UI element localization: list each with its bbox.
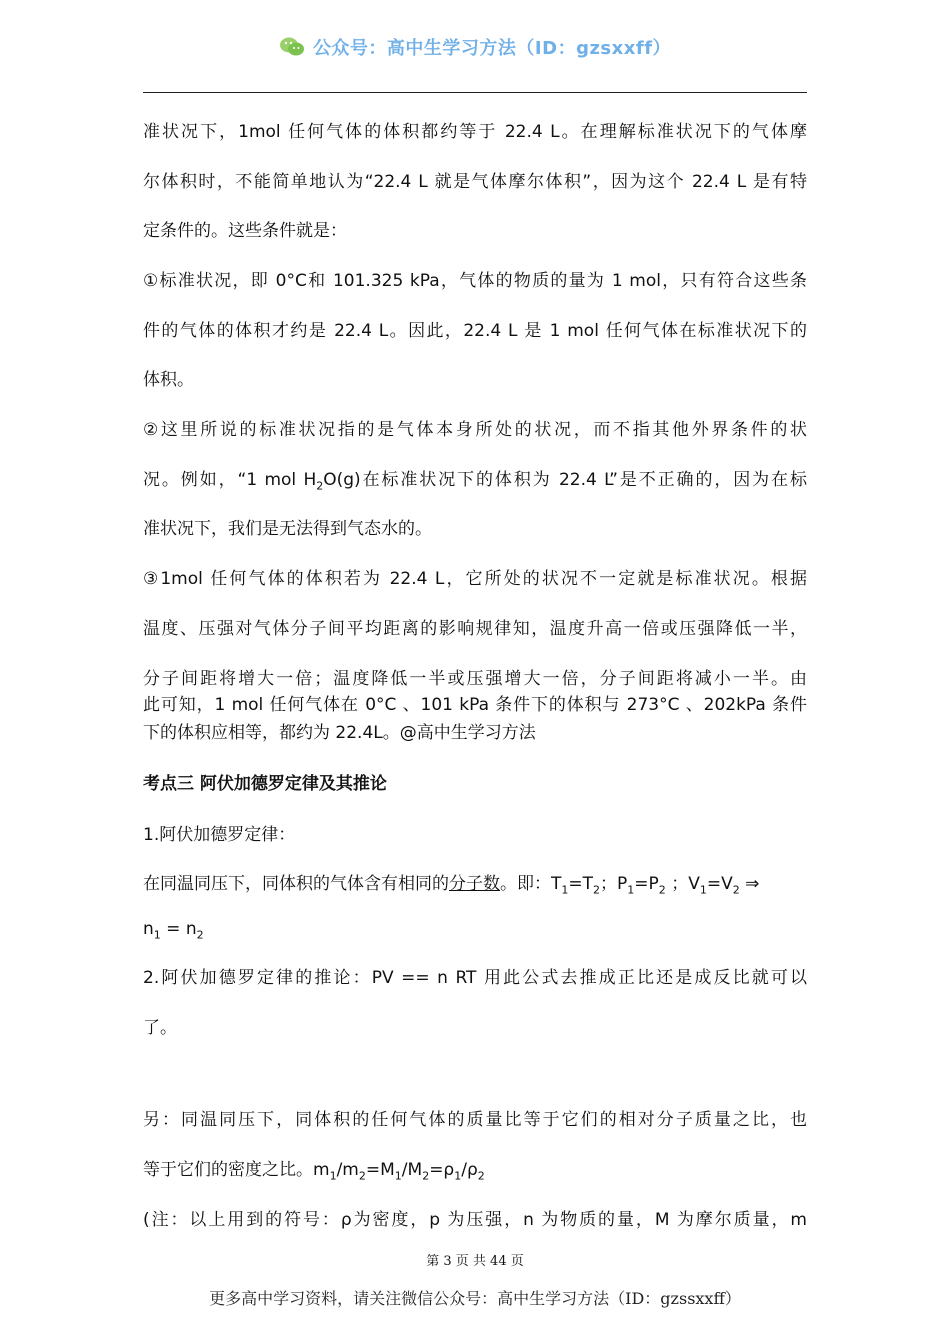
note-line: (注：以上用到的符号：ρ为密度，p 为压强，n 为物质的量，M 为摩尔质量，m	[143, 1210, 807, 1230]
header-title: 公众号：高中生学习方法（ID：gzsxxff）	[312, 38, 672, 59]
body-line-5: 件的气体的体积才约是 22.4 L。因此，22.4 L 是 1 mol 任何气体在标准状况下的	[143, 321, 807, 341]
body-line-12: 分子间距将增大一倍；温度降低一半或压强增大一倍，分子间距将减小一半。由	[143, 669, 807, 689]
body-line-14: 下的体积应相等，都约为 22.4L。@高中生学习方法	[143, 723, 536, 743]
body-line-4: ①标准状况，即 0°C和 101.325 kPa，气体的物质的量为 1 mol，只有符合这些条	[143, 271, 807, 291]
body-line-3: 定条件的。这些条件就是：	[143, 221, 347, 241]
body-line-1: 准状况下，1mol 任何气体的体积都约等于 22.4 L。在理解标准状况下的气体摩	[143, 122, 807, 142]
body-line-11: 温度、压强对气体分子间平均距离的影响规律知，温度升高一倍或压强降低一半，	[143, 619, 807, 639]
molecule-count-underlined: 分子数	[449, 874, 500, 894]
law-heading: 1.阿伏加德罗定律：	[143, 825, 296, 845]
section-title: 考点三 阿伏加德罗定律及其推论	[143, 774, 387, 794]
header-rule	[143, 92, 807, 93]
body-line-2: 尔体积时，不能简单地认为“22.4 L 就是气体摩尔体积”，因为这个 22.4 L 是有特	[143, 172, 807, 192]
page-number: 第 3 页 共 44 页	[426, 1254, 524, 1269]
body-line-7: ②这里所说的标准状况指的是气体本身所处的状况，而不指其他外界条件的状	[143, 420, 807, 440]
body-line-13: 此可知，1 mol 任何气体在 0°C 、101 kPa 条件下的体积与 273°C 、202kPa 条件	[143, 695, 807, 715]
body-line-10: ③1mol 任何气体的体积若为 22.4 L，它所处的状况不一定就是标准状况。根据	[143, 569, 807, 589]
body-line-h2o: 况。例如，“1 mol $H_2O(g)$在标准状况下的体积为 22.4 L”是不正确的，因为在标	[143, 470, 807, 493]
n-equality: $n_1 = n_2$	[143, 919, 204, 942]
density-line: 等于它们的密度之比。$m_1/m_2=M_1/M_2=\rho_1/\rho_2$	[143, 1160, 485, 1183]
wechat-icon	[279, 36, 305, 58]
footer: 更多高中学习资料，请关注微信公众号：高中生学习方法（ID：gzssxxff）	[209, 1289, 741, 1308]
header	[0, 32, 950, 62]
body-line-9: 准状况下，我们是无法得到气态水的。	[143, 519, 432, 539]
another-line: 另：同温同压下，同体积的任何气体的质量比等于它们的相对分子质量之比，也	[143, 1110, 807, 1130]
law-statement: 在同温同压下，同体积的气体含有相同的分子数。即：$T_1=T_2$；$P_1=P_2$ ；$V_1=V_2$ ⇒	[143, 874, 760, 897]
inference-line: 2.阿伏加德罗定律的推论：PV == n RT 用此公式去推成正比还是成反比就可以	[143, 968, 807, 988]
inference-cont: 了。	[143, 1018, 177, 1038]
body-line-6: 体积。	[143, 370, 194, 390]
